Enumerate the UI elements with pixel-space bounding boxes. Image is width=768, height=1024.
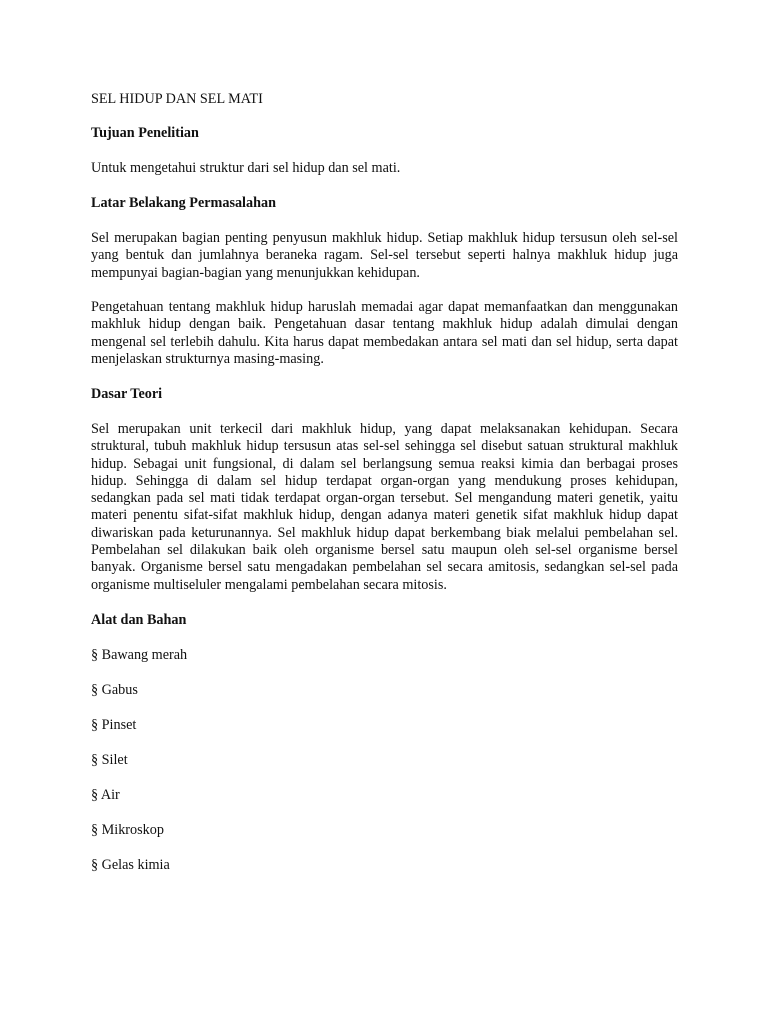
list-item-mikroskop: § Mikroskop — [91, 822, 164, 838]
list-item-air: § Air — [91, 787, 120, 803]
document-title: SEL HIDUP DAN SEL MATI — [91, 91, 263, 107]
list-item-gabus: § Gabus — [91, 682, 138, 698]
section-heading-latar-belakang: Latar Belakang Permasalahan — [91, 195, 276, 211]
list-item-silet: § Silet — [91, 752, 128, 768]
section-heading-dasar-teori: Dasar Teori — [91, 386, 163, 402]
paragraph-dasar-teori: Sel merupakan unit terkecil dari makhluk hidup, yang dapat melaksanakan kehidupan. Secara struktural, tubuh makhluk hidup tersusun atas sel-sel sehingga sel disebut satuan struktural makhluk hidup. Sebagai unit fungsional, di dalam sel berlangsung semua reaksi kimia dan berbagai proses hidup. Sehingga di dalam sel hidup terdapat organ-organ yang mendukung proses kehidupan, sedangkan pada sel mati tidak terdapat organ-organ tersebut. Sel mengandung materi genetik, yaitu materi penentu sifat-sifat makhluk hidup, dengan adanya materi genetik sifat makhluk hidup dapat diwariskan pada keturunannya. Sel makhluk hidup dapat berkembang biak melalui pembelahan sel. Pembelahan sel dilakukan baik oleh organisme bersel satu maupun oleh sel-sel organisme bersel banyak. Organisme bersel satu mengadakan pembelahan sel secara amitosis, sedangkan sel-sel pada organisme multiseluler mengalami pembelahan secara mitosis. — [91, 421, 678, 593]
paragraph-tujuan-penelitian: Untuk mengetahui struktur dari sel hidup dan sel mati. — [91, 160, 401, 176]
list-item-bawang-merah: § Bawang merah — [91, 647, 188, 663]
list-item-gelas-kimia: § Gelas kimia — [91, 857, 170, 873]
paragraph-latar-belakang-1: Sel merupakan bagian penting penyusun makhluk hidup. Setiap makhluk hidup tersusun oleh sel-sel yang bentuk dan jumlahnya beraneka ragam. Sel-sel tersebut seperti halnya makhluk hidup juga mempunyai bagian-bagian yang menunjukkan kehidupan. — [91, 230, 678, 281]
paragraph-latar-belakang-2: Pengetahuan tentang makhluk hidup haruslah memadai agar dapat memanfaatkan dan menggunakan makhluk hidup dengan baik. Pengetahuan dasar tentang makhluk hidup adalah dimulai dengan mengenal sel terlebih dahulu. Kita harus dapat membedakan antara sel mati dan sel hidup, serta dapat menjelaskan strukturnya masing-masing. — [91, 299, 678, 367]
section-heading-alat-dan-bahan: Alat dan Bahan — [91, 612, 187, 628]
list-item-pinset: § Pinset — [91, 717, 137, 733]
section-heading-tujuan-penelitian: Tujuan Penelitian — [91, 125, 199, 141]
